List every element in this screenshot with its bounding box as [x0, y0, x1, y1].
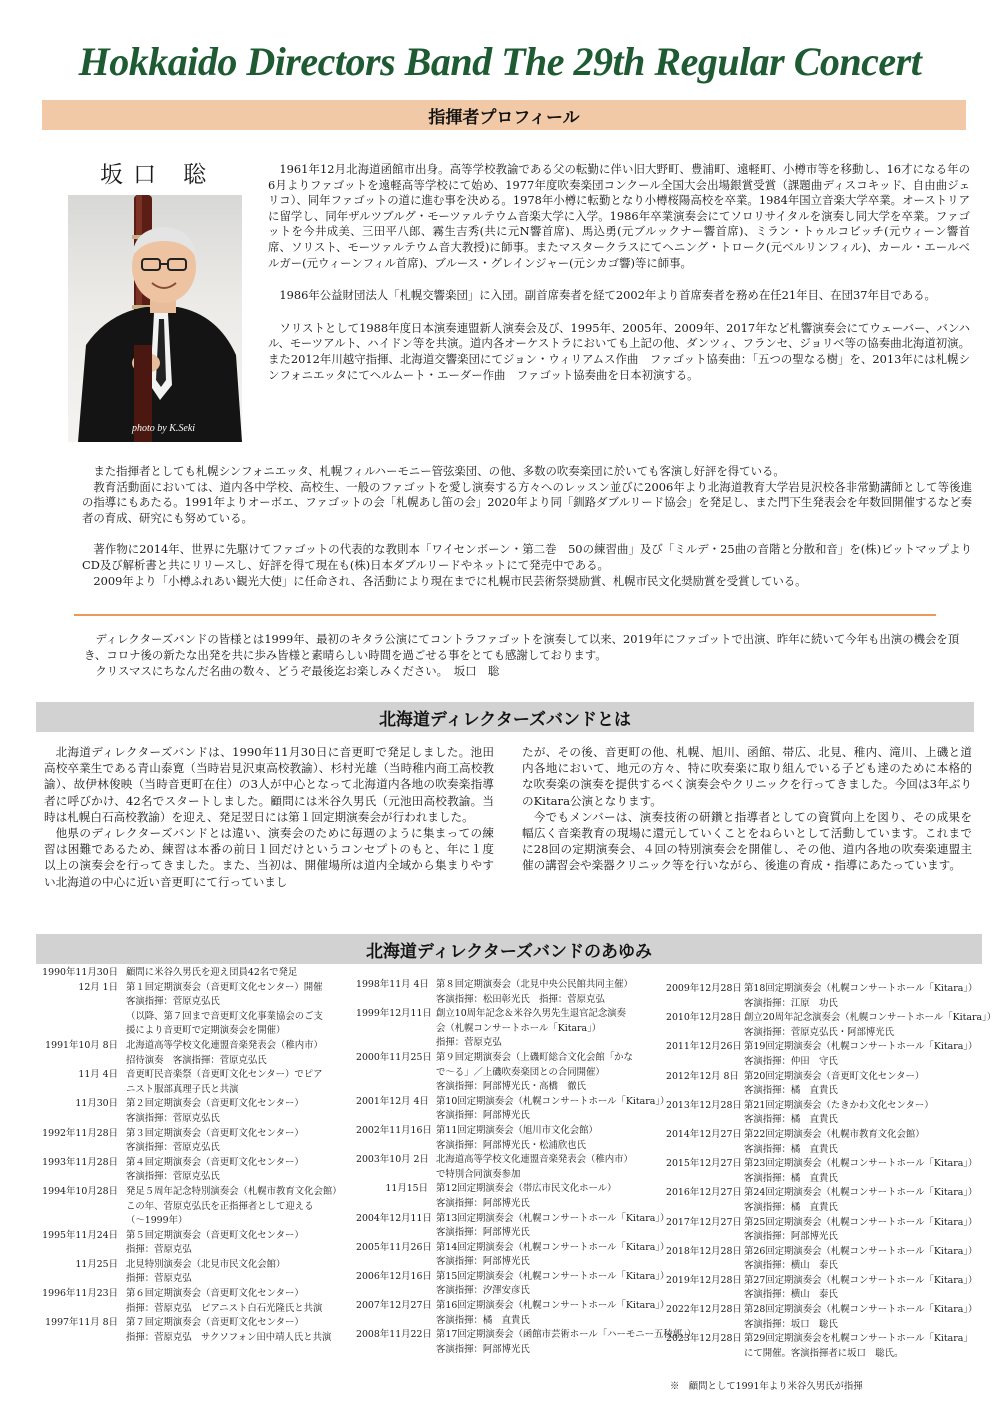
timeline-entry	[40, 1039, 362, 1068]
timeline-description	[436, 1299, 674, 1328]
timeline-entry	[40, 1156, 362, 1185]
timeline-date: 2005年11月26日	[356, 1241, 432, 1253]
timeline-line: 発足５周年記念特別演奏会（札幌市教育文化会館）	[126, 1185, 342, 1197]
timeline-entry	[356, 1182, 674, 1211]
timeline-date: 1997年11月 8日	[45, 1317, 118, 1329]
timeline-entry	[40, 1185, 362, 1229]
timeline-date: 2001年12月 4日	[356, 1095, 429, 1107]
timeline-line: 第27回定期演奏会（札幌コンサートホール「Kitara」）	[744, 1274, 978, 1286]
timeline-line: 第９回定期演奏会（上磯町総合文化会館「かな	[436, 1051, 633, 1063]
timeline-line: 第13回定期演奏会（札幌コンサートホール「Kitara」）	[436, 1212, 670, 1224]
about-paragraph: たが、その後、音更町の他、札幌、旭川、函館、帯広、北見、稚内、滝川、上磯と道内各地において、地元の方々、特に吹奏楽に取り組んでいる子ども達のために本格的な吹奏楽の演奏を提供するべく演奏会やクリニックを行ってきました。今回は3年ぶりのKitara公演となります。	[522, 745, 972, 808]
timeline-description	[436, 1212, 674, 1241]
timeline-date: 2017年12月27日	[666, 1216, 742, 1228]
timeline-description	[436, 1153, 674, 1182]
timeline-entry	[40, 1258, 362, 1287]
timeline-line: 第８回定期演奏会（北見中央公民館共同主催）	[436, 979, 633, 990]
bio-paragraph: 1986年公益財団法人「札幌交響楽団」に入団。副首席奏者を経て2002年より首席奏者を務め在任21年目、在団37年目である。	[279, 288, 936, 303]
timeline-line: 客演指揮：橘 直貴氏	[436, 1314, 530, 1326]
timeline-line: ニスト服部真理子氏と共演	[126, 1083, 239, 1095]
timeline-description	[744, 1332, 986, 1361]
section-divider	[74, 614, 936, 616]
timeline-description	[436, 1241, 674, 1270]
timeline-date: 2006年12月16日	[356, 1270, 432, 1282]
section-header-about: 北海道ディレクターズバンドとは	[36, 702, 974, 732]
timeline-entry	[666, 1040, 986, 1069]
timeline-description	[744, 1274, 986, 1303]
timeline-line: 第25回定期演奏会（札幌コンサートホール「Kitara」）	[744, 1216, 978, 1228]
timeline-line: 招待演奏 客演指揮：菅原克弘氏	[126, 1054, 267, 1066]
timeline-date: 2010年12月28日	[666, 1012, 742, 1024]
timeline-line: 第19回定期演奏会（札幌コンサートホール「Kitara」）	[744, 1041, 978, 1053]
timeline-entry	[666, 1216, 986, 1245]
timeline-date: 1991年10月 8日	[45, 1039, 118, 1051]
timeline-line: 第４回定期演奏会（音更町文化センター）	[126, 1156, 304, 1168]
timeline-entry	[666, 1011, 997, 1040]
timeline-description	[126, 1127, 362, 1156]
timeline-line: 第22回定期演奏会（札幌市教育文化会館）	[744, 1128, 925, 1140]
bio-paragraph: ソリストとして1988年度日本演奏連盟新人演奏会及び、1995年、2005年、2009年、2017年など札響演奏会にてウェーバー、バンハル、モーツアルト、ハイドン等を共演。道内各オーケストラにおいても上記の他、ダンツィ、フランセ、ジョリベ等の協奏曲北海道初演。また2012年川越守指揮、北海道交響楽団にてジョン・ウィリアムス作曲 ファゴット協奏曲：「五つの聖なる樹」を、2013年には札幌シンフォニエッタにてヘルムート・エーダー作曲 ファゴット協奏曲を日本初演する。	[268, 320, 970, 382]
timeline-entry	[40, 1229, 362, 1258]
timeline-line: 創立20周年記念演奏会（札幌コンサートホール「Kitara」）	[744, 1012, 997, 1024]
timeline-line: 客演指揮：橘 直貴氏	[744, 1114, 838, 1126]
timeline-line: 北見特別演奏会（北見市民文化会館）	[126, 1258, 286, 1270]
timeline-description	[744, 1303, 986, 1332]
timeline-line: 第28回定期演奏会（札幌コンサートホール「Kitara」）	[744, 1304, 978, 1316]
timeline-description	[744, 1157, 986, 1186]
timeline-description	[126, 1097, 362, 1126]
timeline-date: 2014年12月27日	[666, 1128, 742, 1140]
about-right-column	[522, 744, 972, 874]
timeline-entry	[40, 1097, 362, 1126]
page-title: Hokkaido Directors Band The 29th Regular Concert	[78, 39, 922, 84]
timeline-entry	[666, 1099, 986, 1128]
timeline-line: 創立10周年記念＆米谷久男先生退官記念演奏	[436, 1008, 627, 1020]
timeline-entry	[666, 1070, 986, 1099]
timeline-line: で～る」／上磯吹奏楽団との合同開催）	[436, 1066, 605, 1078]
timeline-column-3	[666, 982, 997, 1361]
timeline-description	[436, 1328, 696, 1357]
timeline-description	[436, 1095, 674, 1124]
timeline-entry	[356, 1153, 674, 1182]
timeline-entry	[356, 1124, 674, 1153]
profile-bio-top	[268, 162, 970, 383]
bio-paragraph: 2009年より「小樽ふれあい観光大使」に任命され、各活動により現在までに札幌市民芸術祭奨励賞、札幌市民文化奨励賞を受賞している。	[93, 573, 807, 588]
timeline-line: 指揮：菅原克弘	[126, 1244, 192, 1256]
timeline-date: 2023年12月28日	[666, 1333, 742, 1345]
timeline-line: 客演指揮：阿部博光氏	[744, 1231, 838, 1243]
timeline-line: 音更町民音楽祭（音更町文化センター）でピア	[126, 1069, 323, 1081]
timeline-description	[126, 1287, 362, 1316]
timeline-entry	[666, 1245, 986, 1274]
timeline-description	[436, 1007, 674, 1051]
timeline-line: 第24回定期演奏会（札幌コンサートホール「Kitara」）	[744, 1187, 978, 1199]
timeline-description	[436, 978, 674, 1007]
timeline-date: 1996年11月23日	[42, 1288, 118, 1300]
timeline-entry	[356, 1095, 674, 1124]
profile-bio-bottom	[82, 464, 972, 589]
timeline-description	[126, 1068, 362, 1097]
timeline-entry	[666, 1186, 986, 1215]
timeline-entry	[356, 1270, 674, 1299]
timeline-line: 第17回定期演奏会（函館市芸術ホール「ハーモニー五稜郭」）	[436, 1329, 697, 1341]
timeline-date: 11月 4日	[78, 1069, 118, 1081]
timeline-description	[126, 1229, 362, 1258]
timeline-line: 客演指揮：松田彰光氏 指揮：菅原克弘	[436, 993, 605, 1005]
timeline-line: 客演指揮：菅原克弘氏・阿部博光氏	[744, 1026, 895, 1038]
timeline-line: 客演指揮：阿部博光氏・松浦欣也氏	[436, 1139, 587, 1151]
timeline-line: 客演指揮：橘 直貴氏	[744, 1085, 838, 1097]
timeline-line: 客演指揮：阿部博光氏・高橋 徹氏	[436, 1081, 587, 1093]
timeline-line: 第12回定期演奏会（帯広市民文化ホール）	[436, 1183, 617, 1195]
timeline-date: 2000年11月25日	[356, 1051, 432, 1063]
timeline-description	[126, 1039, 362, 1068]
section-header-history: 北海道ディレクターズバンドのあゆみ	[36, 934, 982, 964]
timeline-line: 顧問に米谷久男氏を迎え団員42名で発足	[126, 967, 298, 978]
timeline-entry	[666, 1274, 986, 1303]
timeline-line: 第３回定期演奏会（音更町文化センター）	[126, 1127, 304, 1139]
timeline-line: 客演指揮：横山 泰氏	[744, 1260, 838, 1272]
timeline-column-2	[356, 978, 697, 1357]
section-header-profile: 指揮者プロフィール	[42, 100, 966, 130]
timeline-description	[744, 1186, 986, 1215]
timeline-entry	[666, 1128, 986, 1157]
bio-paragraph: 教育活動面においては、道内各中学校、高校生、一般のファゴットを愛し演奏する方々へのレッスン並びに2006年より北海道教育大学岩見沢校各非常勤講師として等後進の指導にもあたる。1991年よりオーボエ、ファゴットの会「札幌あし笛の会」2020年より同「釧路ダブルリード協会」を発足し、また門下生発表会を年数回開催するなど奏者の育成、研究にも努めている。	[82, 479, 972, 525]
timeline-description	[744, 1040, 986, 1069]
timeline-entry	[356, 1051, 674, 1095]
about-paragraph: 北海道ディレクターズバンドは、1990年11月30日に音更町で発足しました。池田高校卒業生である青山泰寛（当時岩見沢東高校教諭）、杉村光雄（当時稚内商工高校教諭）、故伊林俊映（当時音更町在住）の3人が中心となって北海道内各地の吹奏楽指導者に呼びかけ、42名でスタートしました。顧問には米谷久男氏（元池田高校教諭。当時は札幌白石高校教諭）を迎え、発足翌日には第１回定期演奏会が行われました。	[44, 745, 494, 824]
timeline-date: 2018年12月28日	[666, 1245, 742, 1257]
timeline-date: 2011年12月26日	[666, 1041, 742, 1053]
timeline-date: 2009年12月28日	[666, 983, 742, 994]
timeline-line: この年、菅原克弘氏を正指揮者として迎える	[126, 1200, 314, 1212]
timeline-description	[744, 1099, 986, 1128]
timeline-line: 客演指揮：阿部博光氏	[436, 1256, 530, 1268]
timeline-line: （以降、第７回まで音更町文化事業協会のご支	[126, 1010, 323, 1022]
timeline-line: 客演指揮：阿部博光氏	[436, 1197, 530, 1209]
timeline-description	[436, 1270, 674, 1299]
timeline-entry	[40, 1287, 362, 1316]
timeline-date: 2013年12月28日	[666, 1099, 742, 1111]
timeline-date: 2002年11月16日	[356, 1124, 432, 1136]
timeline-line: 客演指揮：阿部博光氏	[436, 1343, 530, 1355]
conductor-name: 坂口 聡	[100, 162, 217, 188]
timeline-entry	[40, 1068, 362, 1097]
bio-paragraph: 1961年12月北海道函館市出身。高等学校教諭である父の転勤に伴い旧大野町、豊浦町、遠軽町、小樽市等を移動し、16才になる年の6月よりファゴットを遠軽高等学校にて始め、1977年度吹奏楽団コンクール全国大会出場銀賞受賞（課題曲ディスコキッド、自由曲ジェリコ）、同年ファゴットの道に進む事を決める。1978年小樽に転勤となり小樽桜陽高校を卒業。1984年国立音楽大学卒業。オーストリアに留学し、同年ザルツブルグ・モーツァルテウム音楽大学に入学。1986年卒業演奏会にてソロリサイタルを演奏し同大学を卒業。ファゴットを今井成美、三田平八郎、霧生吉秀(共に元N響首席)、馬込勇(元ブルックナー響首席)、ミラン・トゥルコビッチ(元ウィーン響首席、ソリスト、モーツァルテウム音大教授)に師事。またマスタークラスにてヘニング・トローク(元ベルリンフィル)、カール・エールベルガー(元ウィーンフィル首席)、ブルース・グレインジャー(元シカゴ響)等に師事。	[268, 162, 970, 270]
timeline-line: 客演指揮：阿部博光氏	[436, 1110, 530, 1122]
timeline-line: 第23回定期演奏会（札幌コンサートホール「Kitara」）	[744, 1158, 978, 1170]
timeline-date: 1999年12月11日	[356, 1008, 432, 1020]
timeline-description	[126, 1185, 362, 1229]
timeline-date: 1994年10月28日	[42, 1185, 118, 1197]
timeline-description	[744, 1128, 986, 1157]
timeline-entry	[356, 1007, 674, 1051]
timeline-entry	[40, 1127, 362, 1156]
timeline-line: 客演指揮：菅原克弘氏	[126, 1142, 220, 1154]
about-left-column	[44, 744, 494, 890]
timeline-line: 第15回定期演奏会（札幌コンサートホール「Kitara」）	[436, 1270, 670, 1282]
timeline-entry	[356, 1241, 674, 1270]
timeline-description	[126, 966, 362, 981]
timeline-line: 客演指揮：菅原克弘氏	[126, 996, 220, 1008]
timeline-line: 第７回定期演奏会（音更町文化センター）	[126, 1317, 304, 1329]
timeline-line: 指揮：菅原克弘	[126, 1273, 192, 1285]
timeline-entry	[356, 1212, 674, 1241]
timeline-line: 第18回定期演奏会（札幌コンサートホール「Kitara」）	[744, 983, 978, 994]
timeline-line: 第２回定期演奏会（音更町文化センター）	[126, 1098, 304, 1110]
conductor-photo	[68, 195, 242, 442]
timeline-date: 2007年12月27日	[356, 1300, 432, 1312]
timeline-date: 2019年12月28日	[666, 1274, 742, 1286]
timeline-line: 客演指揮：菅原克弘氏	[126, 1171, 220, 1183]
timeline-description	[744, 1245, 986, 1274]
timeline-entry	[666, 1303, 986, 1332]
timeline-date: 2022年12月28日	[666, 1304, 742, 1316]
timeline-description	[126, 1156, 362, 1185]
timeline-description	[126, 1258, 362, 1287]
timeline-date: 1993年11月28日	[42, 1156, 118, 1168]
timeline-line: 北海道高等学校文化連盟音楽発表会（稚内市）	[126, 1039, 323, 1051]
timeline-entry	[356, 1328, 697, 1357]
timeline-entry	[666, 1332, 986, 1361]
timeline-line: 客演指揮：汐澤安彦氏	[436, 1285, 530, 1297]
timeline-date: 11月15日	[385, 1183, 428, 1195]
timeline-line: 客演指揮：橘 直貴氏	[744, 1172, 838, 1184]
timeline-description	[744, 982, 986, 1011]
timeline-description	[744, 1011, 996, 1040]
timeline-line: 客演指揮：江原 功氏	[744, 997, 838, 1009]
timeline-date: 11月30日	[75, 1098, 118, 1110]
timeline-description	[126, 1316, 362, 1345]
timeline-date: 1998年11月 4日	[356, 979, 429, 990]
timeline-description	[126, 981, 362, 1039]
timeline-line: 第16回定期演奏会（札幌コンサートホール「Kitara」）	[436, 1300, 670, 1312]
timeline-entry	[666, 1157, 986, 1186]
timeline-date: 2016年12月27日	[666, 1187, 742, 1199]
timeline-entry	[666, 982, 986, 1011]
timeline-line: 指揮：菅原克弘	[436, 1037, 502, 1049]
timeline-line: にて開催。客演指揮者に坂口 聡氏。	[744, 1347, 904, 1359]
timeline-line: 客演指揮：橘 直貴氏	[744, 1143, 838, 1155]
about-paragraph: 今でもメンバーは、演奏技術の研鑽と指導者としての資質向上を図り、その成果を幅広く音楽教育の現場に還元していくことをねらいとして活動しています。これまでに28回の定期演奏会、４回の特別演奏会を開催し、その他、道内各地の吹奏楽連盟主催の講習会や楽器クリニック等を行いながら、後進の育成・指導にあたっています。	[522, 809, 972, 873]
timeline-footnote: ※ 顧問として1991年より米谷久男氏が指揮	[670, 1381, 863, 1392]
timeline-line: （～1999年）	[126, 1215, 188, 1227]
timeline-column-1	[40, 966, 362, 1345]
timeline-line: 第１回定期演奏会（音更町文化センター）開催	[126, 981, 323, 993]
timeline-date: 12月 1日	[78, 981, 118, 993]
timeline-line: 第20回定期演奏会（音更町文化センター）	[744, 1070, 925, 1082]
timeline-line: 第11回定期演奏会（旭川市文化会館）	[436, 1124, 598, 1136]
timeline-line: 第29回定期演奏会を札幌コンサートホール「Kitara」	[744, 1333, 973, 1345]
about-paragraph: 他県のディレクターズバンドとは違い、演奏会のために毎週のように集まっての練習は困難であるため、練習は本番の前日１回だけというコンセプトのもと、年に１度以上の演奏会を行ってきました。また、当初は、開催場所は道内全域から集まりやすい北海道の中心に近い音更町にて行っていまし	[44, 826, 494, 889]
timeline-line: 客演指揮：仲田 守氏	[744, 1055, 838, 1067]
timeline-entry	[40, 966, 362, 981]
timeline-entry	[40, 981, 362, 1039]
timeline-line: 援により音更町で定期演奏会を開催）	[126, 1025, 286, 1037]
timeline-date: 2015年12月27日	[666, 1158, 742, 1170]
timeline-date: 11月25日	[75, 1258, 118, 1270]
timeline-description	[436, 1182, 674, 1211]
timeline-date: 2003年10月 2日	[356, 1154, 429, 1166]
timeline-entry	[40, 1316, 362, 1345]
timeline-description	[436, 1124, 674, 1153]
photo-credit: photo by K.Seki	[132, 423, 196, 434]
timeline-line: 第26回定期演奏会（札幌コンサートホール「Kitara」）	[744, 1245, 978, 1257]
timeline-date: 2008年11月22日	[356, 1329, 432, 1341]
timeline-line: で特別合同演奏参加	[436, 1168, 521, 1180]
timeline-line: 客演指揮：菅原克弘氏	[126, 1112, 220, 1124]
timeline-entry	[356, 1299, 674, 1328]
timeline-line: 客演指揮：坂口 聡氏	[744, 1318, 838, 1330]
timeline-date: 2012年12月 8日	[666, 1070, 739, 1082]
timeline-line: 第10回定期演奏会（札幌コンサートホール「Kitara」）	[436, 1095, 670, 1107]
timeline-date: 1990年11月30日	[42, 967, 118, 978]
message-paragraph: ディレクターズバンドの皆様とは1999年、最初のキタラ公演にてコントラファゴットを演奏して以来、2019年にファゴットで出演、昨年に続いて今年も出演の機会を頂き、コロナ後の新たな出発を共に歩み皆様と素晴らしい時間を過ごせる事をとても感謝しております。	[84, 632, 960, 662]
timeline-line: 指揮：菅原克弘 サクソフォン田中靖人氏と共演	[126, 1331, 332, 1343]
timeline-line: 北海道高等学校文化連盟音楽発表会（稚内市）	[436, 1154, 633, 1166]
timeline-line: 第21回定期演奏会（たきかわ文化センター）	[744, 1099, 934, 1111]
timeline-line: 第６回定期演奏会（音更町文化センター）	[126, 1288, 304, 1300]
timeline-line: 第５回定期演奏会（音更町文化センター）	[126, 1229, 304, 1241]
timeline-line: 客演指揮：阿部博光氏	[436, 1227, 530, 1239]
timeline-date: 1992年11月28日	[42, 1127, 118, 1139]
timeline-line: 会（札幌コンサートホール「Kitara」）	[436, 1022, 602, 1034]
timeline-description	[744, 1070, 986, 1099]
bassoon-player-illustration	[68, 195, 242, 442]
timeline-line: 指揮：菅原克弘 ピアニスト白石光隆氏と共演	[126, 1302, 323, 1314]
timeline-entry	[356, 978, 674, 1007]
timeline-line: 客演指揮：横山 泰氏	[744, 1289, 838, 1301]
message-paragraph: クリスマスにちなんだ名曲の数々、どうぞ最後迄お楽しみください。 坂口 聡	[95, 664, 500, 678]
bio-paragraph: 著作物に2014年、世界に先駆けてファゴットの代表的な教則本「ワイセンボーン・第二巻 50の練習曲」及び「ミルデ・25曲の音階と分散和音」を(株)ビットマップよりCD及び解析書と共にリリースし、好評を得て現在も(株)日本ダブルリードやネットにて発売中である。	[82, 542, 972, 572]
conductor-message	[84, 631, 970, 679]
timeline-date: 1995年11月24日	[42, 1229, 118, 1241]
timeline-date: 2004年12月11日	[356, 1212, 432, 1224]
timeline-line: 客演指揮：橘 直貴氏	[744, 1201, 838, 1213]
timeline-description	[436, 1051, 674, 1095]
timeline-description	[744, 1216, 986, 1245]
bio-paragraph: また指揮者としても札幌シンフォニエッタ、札幌フィルハーモニー管弦楽団、の他、多数の吹奏楽団に於いても客演し好評を得ている。	[93, 464, 785, 478]
timeline-line: 第14回定期演奏会（札幌コンサートホール「Kitara」）	[436, 1241, 670, 1253]
